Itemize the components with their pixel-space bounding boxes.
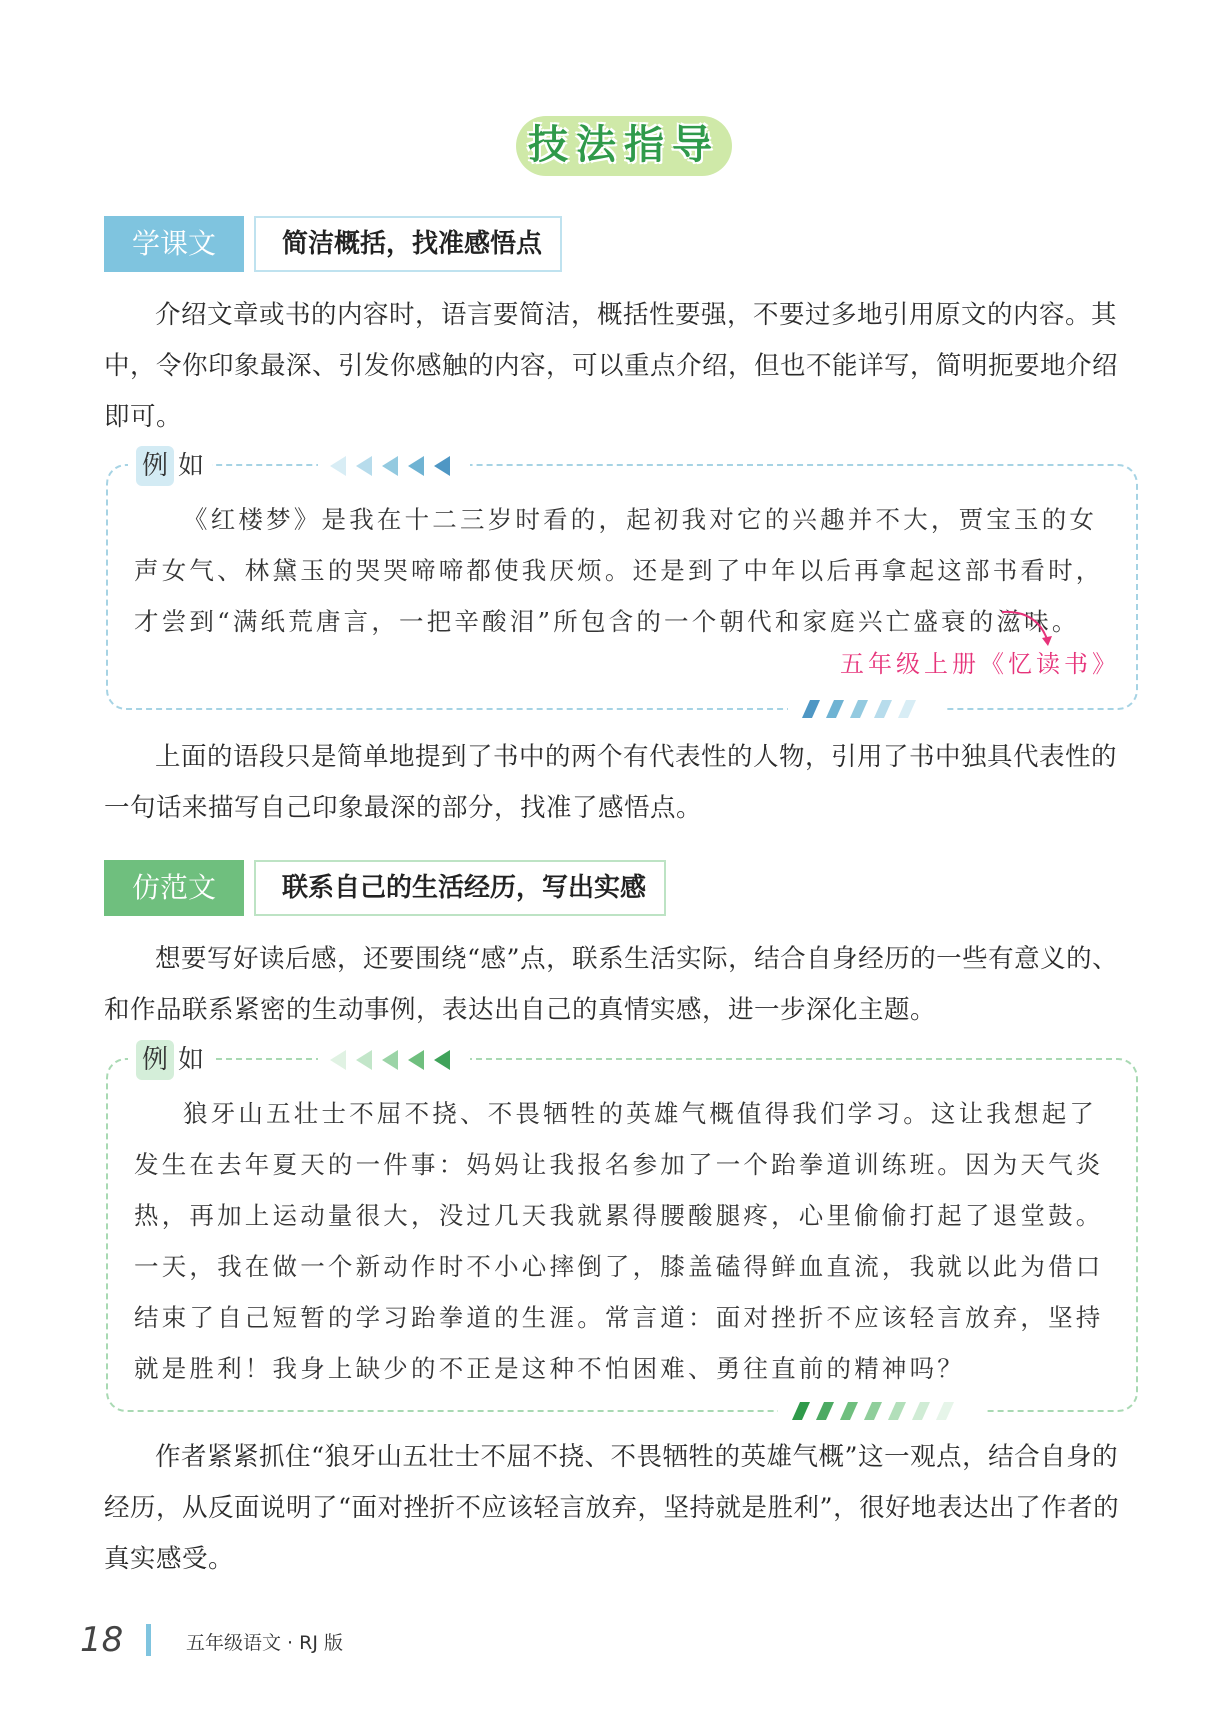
example-text: 《红楼梦》是我在十二三岁时看的，起初我对它的兴趣并不大，贾宝玉的女声女气、林黛玉的哭哭啼啼都使我厌烦。还是到了中年以后再拿起这部书看时，才尝到“满纸荒唐言，一把辛酸泪”所包含的一个朝代和家庭兴亡盛衰的滋味。 <box>134 505 1104 636</box>
section-intro-paragraph: 介绍文章或书的内容时，语言要简洁，概括性要强，不要过多地引用原文的内容。其中，令你印象最深、引发你感触的内容，可以重点介绍，但也不能详写，简明扼要地介绍即可。 <box>104 300 1119 432</box>
example-label <box>128 446 212 486</box>
footer-divider <box>146 1624 151 1656</box>
page-number: 18 <box>80 1620 124 1660</box>
section-tag: 学课文 <box>104 216 244 272</box>
arrows-left-icon <box>318 1046 470 1074</box>
example-text: 狼牙山五壮士不屈不挠、不畏牺牲的英雄气概值得我们学习。这让我想起了发生在去年夏天的一件事：妈妈让我报名参加了一个跆拳道训练班。因为天气炎热，再加上运动量很大，没过几天我就累得腰酸腿疼，心里偷偷打起了退堂鼓。一天，我在做一个新动作时不小心摔倒了，膝盖磕得鲜血直流，我就以此为借口结束了自己短暂的学习跆拳道的生涯。常言道：面对挫折不应该轻言放弃，坚持就是胜利！我身上缺少的不正是这种不怕困难、勇往直前的精神吗？ <box>134 1099 1104 1383</box>
example-box <box>106 451 1138 710</box>
analysis-paragraph: 上面的语段只是简单地提到了书中的两个有代表性的人物，引用了书中独具代表性的一句话来描写自己印象最深的部分，找准了感悟点。 <box>104 742 1118 823</box>
analysis-paragraph: 作者紧紧抓住“狼牙山五壮士不屈不挠、不畏牺牲的英雄气概”这一观点，结合自身的经历，从反面说明了“面对挫折不应该轻言放弃，坚持就是胜利”，很好地表达出了作者的真实感受。 <box>104 1442 1120 1574</box>
example-label <box>128 1040 212 1080</box>
curved-arrow-icon <box>998 606 1058 650</box>
stripes-decoration <box>778 1400 986 1422</box>
stripes-decoration <box>788 698 946 720</box>
section-heading: 简洁概括，找准感悟点 <box>254 216 562 272</box>
example-label-char: 如 <box>178 451 205 481</box>
example-label-char: 如 <box>178 1045 205 1075</box>
example-label-char: 例 <box>136 1040 174 1080</box>
page-title-text: 技法指导 <box>528 122 720 168</box>
footer-book-title: 五年级语文 · RJ 版 <box>186 1632 343 1654</box>
page-title <box>516 112 732 178</box>
section-heading: 联系自己的生活经历，写出实感 <box>254 860 666 916</box>
example-source: 五年级上册《忆读书》 <box>840 650 1120 678</box>
example-label-char: 例 <box>136 446 174 486</box>
section-intro-paragraph: 想要写好读后感，还要围绕“感”点，联系生活实际，结合自身经历的一些有意义的、和作品联系紧密的生动事例，表达出自己的真情实感，进一步深化主题。 <box>104 944 1119 1025</box>
example-box <box>106 1045 1138 1412</box>
arrows-left-icon <box>318 452 470 480</box>
section-tag: 仿范文 <box>104 860 244 916</box>
